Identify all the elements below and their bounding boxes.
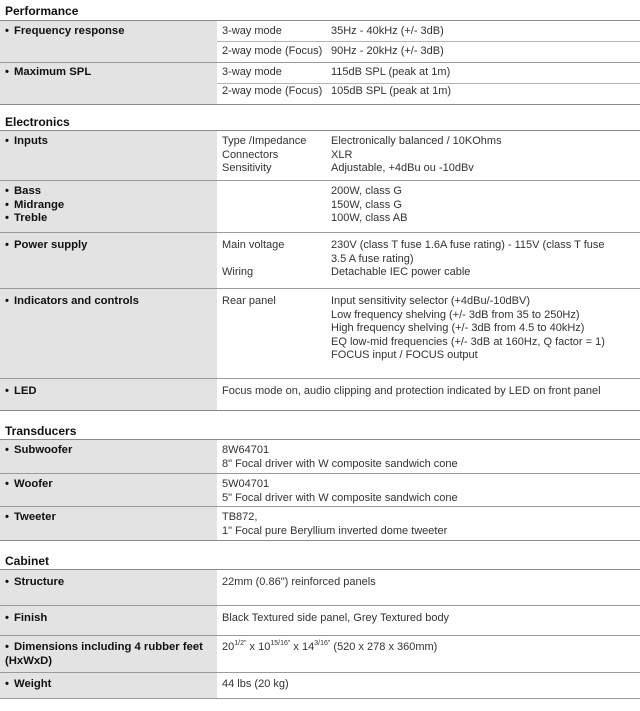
spec-label: 3-way mode <box>222 66 282 78</box>
spec-value: 90Hz - 20kHz (+/- 3dB) <box>331 45 444 57</box>
spec-row-woofer <box>0 474 640 507</box>
spec-label: Rear panel <box>222 295 276 307</box>
spec-row-finish <box>0 606 640 636</box>
spec-label: Type /Impedance <box>222 135 307 147</box>
spec-row-inputs <box>0 131 640 181</box>
spec-key: • Structure <box>5 576 65 588</box>
section-header-electronics <box>0 104 640 131</box>
spec-row-tweeter <box>0 507 640 540</box>
spec-key: • Tweeter <box>5 511 56 523</box>
spec-label: 2-way mode (Focus) <box>222 85 323 97</box>
spec-value: 5" Focal driver with W composite sandwich cone <box>222 491 458 504</box>
spec-value: 5W04701 <box>222 478 270 490</box>
divider <box>217 41 640 42</box>
spec-value: 8W64701 <box>222 444 270 456</box>
spec-label: Wiring <box>222 266 254 278</box>
spec-value: 200W, class G <box>331 185 402 197</box>
spec-value: 35Hz - 40kHz (+/- 3dB) <box>331 25 444 37</box>
spec-value: High frequency shelving (+/- 3dB from 4.5 to 40kHz) <box>331 322 585 334</box>
spec-row-dimensions <box>0 636 640 673</box>
spec-label: 2-way mode (Focus) <box>222 45 323 57</box>
spec-value: TB872, <box>222 511 258 523</box>
section-header-performance <box>0 0 640 21</box>
section-title: Cabinet <box>5 554 50 568</box>
section-title: Electronics <box>5 115 70 129</box>
spec-label: Sensitivity <box>222 162 272 174</box>
spec-key: • Inputs <box>5 135 48 147</box>
spec-value: 1" Focal pure Beryllium inverted dome tweeter <box>222 524 448 537</box>
spec-key: • Power supply <box>5 239 88 251</box>
spec-value: 105dB SPL (peak at 1m) <box>331 85 452 97</box>
section-header-transducers <box>0 410 640 440</box>
spec-row-indicators-controls <box>0 289 640 379</box>
spec-label: Connectors <box>222 148 279 161</box>
spec-label: 3-way mode <box>222 25 282 37</box>
section-title: Transducers <box>5 424 77 438</box>
spec-row-led <box>0 379 640 410</box>
spec-key: (HxWxD) <box>5 654 53 667</box>
divider <box>217 83 640 84</box>
spec-value: Detachable IEC power cable <box>331 266 471 278</box>
spec-value: 8" Focal driver with W composite sandwich cone <box>222 457 458 470</box>
spec-value: Focus mode on, audio clipping and protection indicated by LED on front panel <box>222 385 601 397</box>
spec-key: • Weight <box>5 678 52 690</box>
spec-key: • Subwoofer <box>5 444 73 456</box>
spec-key: • Midrange <box>5 198 65 211</box>
spec-key: • LED <box>5 385 37 397</box>
spec-value: Input sensitivity selector (+4dBu/-10dBV) <box>331 295 531 307</box>
spec-key: • Maximum SPL <box>5 66 92 78</box>
spec-value: Black Textured side panel, Grey Textured body <box>222 612 450 624</box>
spec-key: • Bass <box>5 185 42 197</box>
spec-row-subwoofer <box>0 440 640 474</box>
spec-value: 100W, class AB <box>331 212 408 224</box>
spec-label: Main voltage <box>222 239 285 251</box>
spec-key: • Indicators and controls <box>5 295 139 307</box>
spec-value: Electronically balanced / 10KOhms <box>331 135 502 147</box>
spec-key: • Frequency response <box>5 25 125 37</box>
spec-value: 44 lbs (20 kg) <box>222 678 289 690</box>
spec-key: • Dimensions including 4 rubber feet <box>5 641 203 653</box>
spec-value: FOCUS input / FOCUS output <box>331 349 478 361</box>
spec-row-amplifiers <box>0 181 640 233</box>
spec-key: • Finish <box>5 612 48 624</box>
spec-row-power-supply <box>0 233 640 289</box>
spec-row-weight <box>0 673 640 699</box>
spec-value: EQ low-mid frequencies (+/- 3dB at 160Hz, Q factor = 1) <box>331 335 605 348</box>
spec-key: • Treble <box>5 212 48 224</box>
spec-row-frequency-response <box>0 21 640 62</box>
spec-value: Low frequency shelving (+/- 3dB from 35 to 250Hz) <box>331 308 580 321</box>
section-title: Performance <box>5 4 79 18</box>
spec-row-structure <box>0 570 640 606</box>
spec-value: XLR <box>331 148 353 161</box>
spec-value: Adjustable, +4dBu ou -10dBv <box>331 162 474 174</box>
spec-key: • Woofer <box>5 478 53 490</box>
spec-value: 115dB SPL (peak at 1m) <box>331 66 451 78</box>
dimensions-value: $20^{1/2"}$ x $10^{15/16"}$ x $14^{3/16"}$ (520 x 278 x 360mm) <box>222 640 438 653</box>
spec-row-maximum-spl <box>0 62 640 104</box>
spec-value: 22mm (0.86") reinforced panels <box>222 576 376 588</box>
spec-value: 150W, class G <box>331 198 402 211</box>
section-header-cabinet <box>0 540 640 570</box>
spec-value: 230V (class T fuse 1.6A fuse rating) - 115V (class T fuse 3.5 A fuse rating) <box>331 239 605 265</box>
